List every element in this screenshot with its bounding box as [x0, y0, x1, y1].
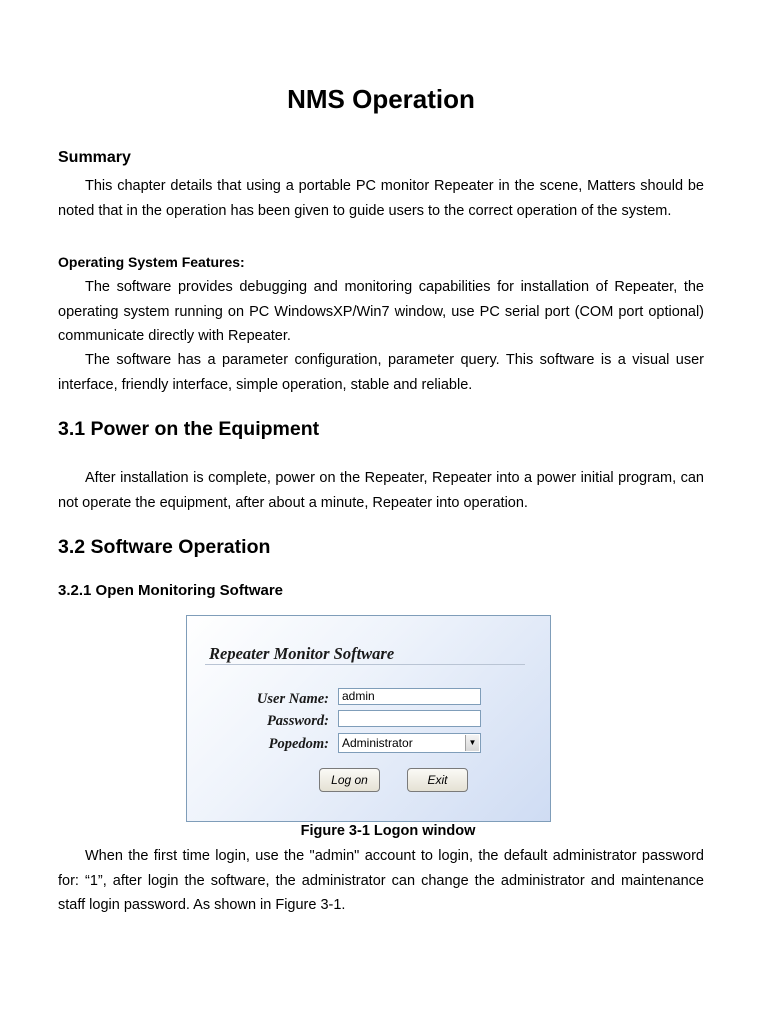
user-name-input[interactable]: admin — [338, 688, 481, 705]
software-features-paragraph: The software has a parameter configuration, parameter query. This software is a visual user interface, friendly interface, simple operation, stable and reliable. — [58, 352, 704, 393]
popedom-selected-value: Administrator — [342, 736, 413, 750]
user-name-label: User Name: — [256, 691, 329, 707]
os-features-heading: Operating System Features: — [58, 254, 245, 270]
closing-paragraph: When the first time login, use the "admin" account to login, the default administrator password for: “1”, after login the software, the administrator can change the administrator and maintenance staff login password. As shown in Figure 3-1. — [58, 848, 704, 913]
exit-button[interactable]: Exit — [407, 768, 468, 792]
password-input[interactable] — [338, 710, 481, 727]
section-3-2-heading: 3.2 Software Operation — [58, 536, 271, 558]
page-title: NMS Operation — [287, 84, 475, 114]
title-divider — [205, 664, 525, 665]
logon-button[interactable]: Log on — [319, 768, 380, 792]
summary-paragraph: This chapter details that using a portable PC monitor Repeater in the scene, Matters should be noted that in the operation has been given to guide users to the correct operation of the system. — [58, 178, 704, 219]
chevron-down-icon[interactable]: ▼ — [465, 735, 479, 751]
section-3-1-paragraph: After installation is complete, power on the Repeater, Repeater into a power initial program, can not operate the equipment, after about a minute, Repeater into operation. — [58, 470, 704, 511]
figure-caption: Figure 3-1 Logon window — [300, 823, 476, 839]
popedom-select[interactable] — [338, 733, 481, 753]
section-3-1-heading: 3.1 Power on the Equipment — [58, 418, 320, 440]
os-features-paragraph: The software provides debugging and monitoring capabilities for installation of Repeater, the operating system running on PC WindowsXP/Win7 window, use PC serial port (COM port optional) communicate directly with Repeater. — [58, 279, 704, 344]
password-label: Password: — [266, 713, 329, 729]
app-title: Repeater Monitor Software — [209, 644, 395, 663]
summary-heading: Summary — [58, 149, 131, 166]
logon-window — [186, 615, 551, 822]
section-3-2-1-heading: 3.2.1 Open Monitoring Software — [58, 582, 284, 599]
popedom-label: Popedom: — [268, 736, 329, 752]
